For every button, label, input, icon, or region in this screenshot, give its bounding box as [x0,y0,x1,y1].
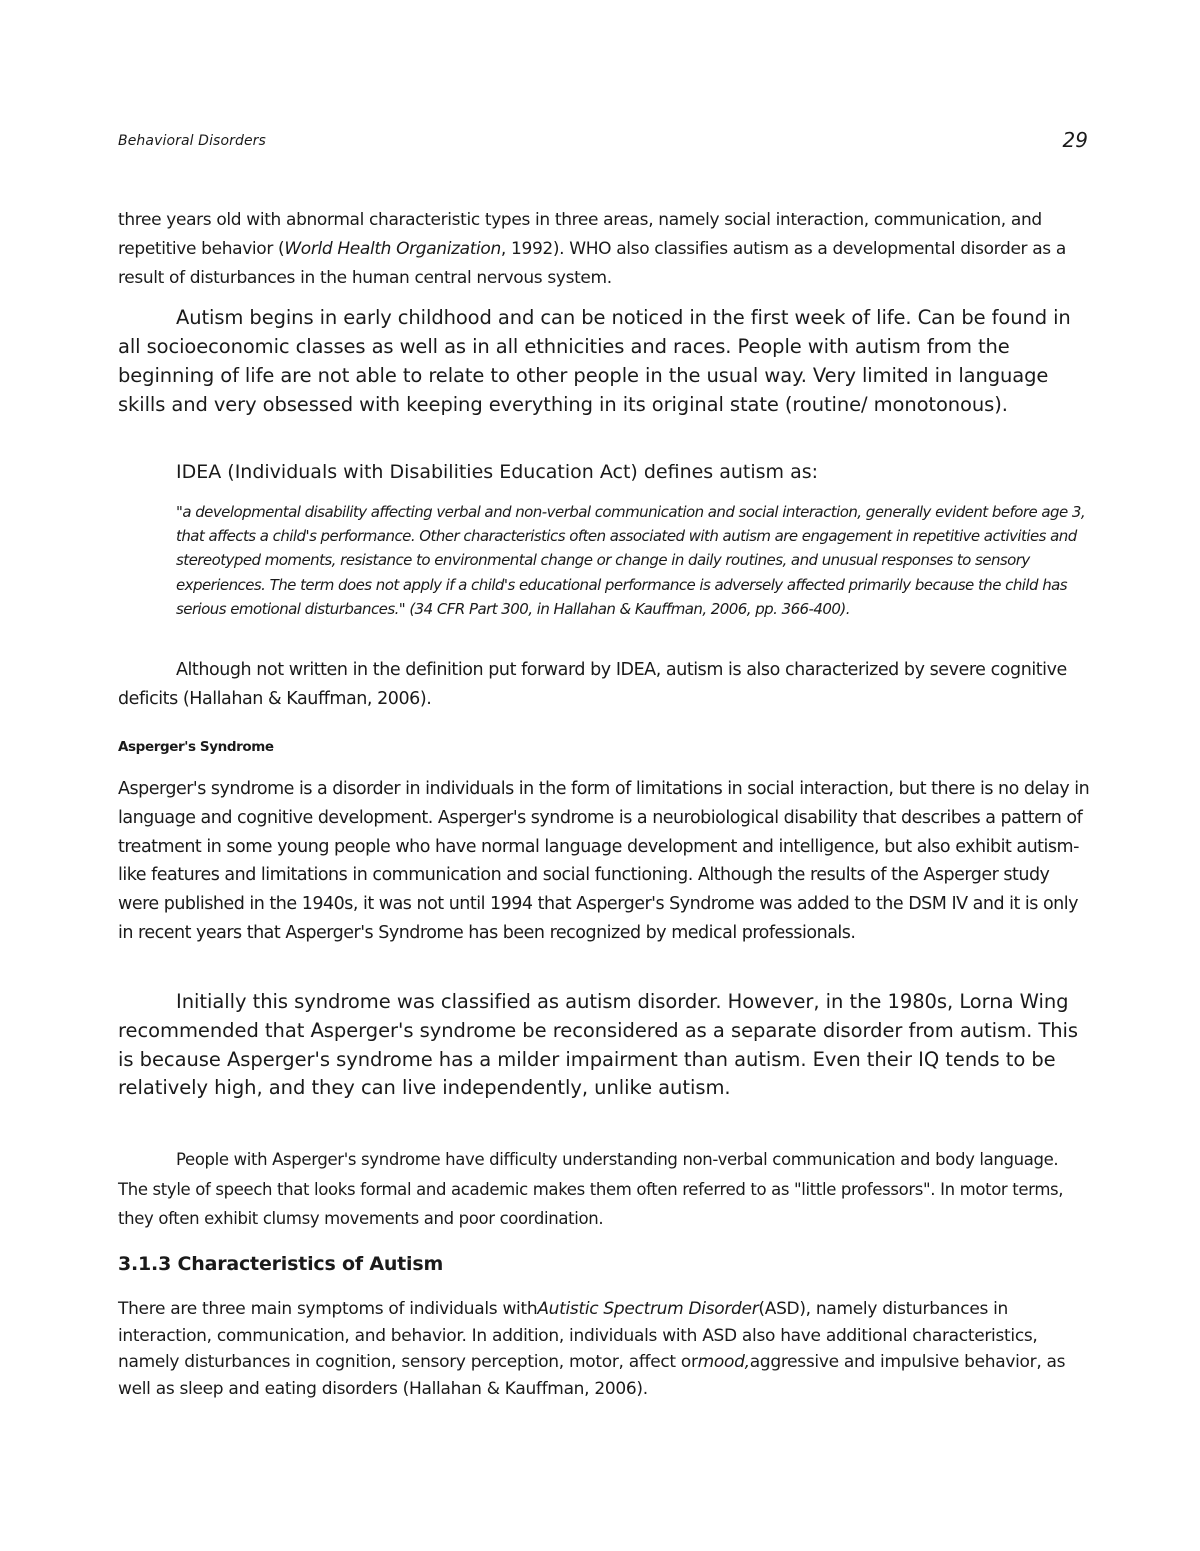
paragraph-aspergers-classification: Initially this syndrome was classified as autism disorder. However, in the 1980s, Lorna Wing recommended that Asperger's syndrome be reconsidered as a separate disorder from autism. This is because Asperger's syndrome has a milder impairment than autism. Even their IQ tends to be relatively high, and they can live independently, unlike autism. [118,990,1079,1100]
paragraph-idea-intro: IDEA (Individuals with Disabilities Education Act) defines autism as: [176,461,819,483]
paragraph-aspergers-definition: Asperger's syndrome is a disorder in individuals in the form of limitations in social interaction, but there is no delay in language and cognitive development. Asperger's syndrome is a neurobiological disability that describes a pattern of treatment in some young people who have normal language development and intelligence, but also exhibit autism-like features and limitations in communication and social functioning. Although the results of the Asperger study were published in the 1940s, it was not until 1994 that Asperger's Syndrome was added to the DSM IV and it is only in recent years that Asperger's Syndrome has been recognized by medical professionals. [118,779,1090,943]
term-asd: Autistic Spectrum Disorder [537,1299,759,1319]
paragraph-text: three years old with abnormal characteristic types in three areas, namely social interaction, communication, and repetitive behavior ( [118,210,1042,259]
paragraph-autism-onset: Autism begins in early childhood and can be noticed in the first week of life. Can be found in all socioeconomic classes as well as in all ethnicities and races. People with autism from the beginning of life are not able to relate to other people in the usual way. Very limited in language skills and very obsessed with keeping everything in its original state (routine/ monotonous). [118,306,1071,416]
paragraph-asd-symptoms [118,1296,1090,1402]
block-quote-idea-definition: "a developmental disability affecting verbal and non-verbal communication and social interaction, generally evident before age 3, that affects a child's performance. Other characteristics often associated with autism are engagement in repetitive activities and stereotyped moments, resistance to environmental change or change in daily routines, and unusual responses to sensory experiences. The term does not apply if a child's educational performance is adversely affected primarily because the child has serious emotional disturbances." (34 CFR Part 300, in Hallahan & Kauffman, 2006, pp. 366-400). [176,503,1086,618]
paragraph-cognitive-deficits: Although not written in the definition put forward by IDEA, autism is also characterized by severe cognitive deficits (Hallahan & Kauffman, 2006). [118,660,1067,709]
section-heading-characteristics: 3.1.3 Characteristics of Autism [118,1253,444,1275]
paragraph-who-definition [118,206,1090,293]
subheading-aspergers-syndrome: Asperger's Syndrome [118,739,274,755]
citation-who: World Health Organization [284,239,501,259]
paragraph-text: , 1992). WHO also classifies autism as a developmental disorder as a result of disturbances in the human central nervous system. [118,239,1066,288]
paragraph-aspergers-communication: People with Asperger's syndrome have difficulty understanding non-verbal communication and body language. The style of speech that looks formal and academic makes them often referred to as "little professors". In motor terms, they often exhibit clumsy movements and poor coordination. [118,1150,1064,1228]
term-mood: mood, [697,1352,750,1372]
paragraph-text: There are three main symptoms of individuals with [118,1299,538,1319]
page-number: 29 [1062,128,1088,152]
paragraph-text: (ASD), namely disturbances in interaction, communication, and behavior. In addition, individuals with ASD also have additional characteristics, namely disturbances in cognition, sensory perception, motor, affect or [118,1299,1038,1372]
paragraph-text: aggressive and impulsive behavior, as well as sleep and eating disorders (Hallahan & Kauffman, 2006). [118,1352,1066,1399]
running-header-title: Behavioral Disorders [118,133,266,149]
